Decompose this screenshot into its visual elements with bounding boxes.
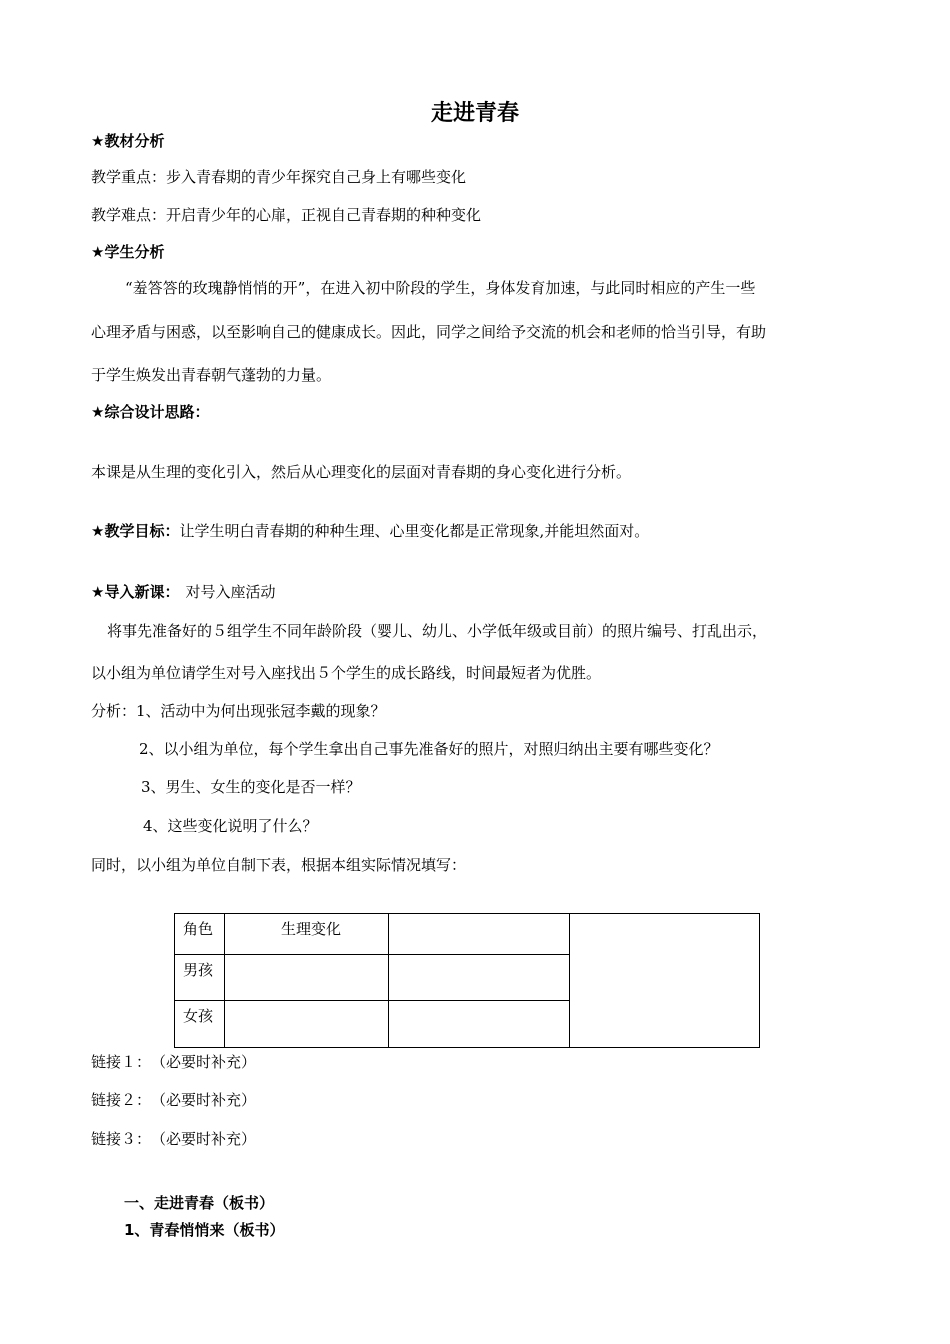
intro-line xyxy=(91,581,275,602)
table-intro-text: 同时，以小组为单位自制下表，根据本组实际情况填写： xyxy=(91,856,467,874)
key-point-text: 教学重点：步入青春期的青少年探究自己身上有哪些变化 xyxy=(91,168,467,186)
link-2: 链接２： （必要时补充） xyxy=(91,1091,257,1109)
objective-heading: ★教学目标： xyxy=(91,522,180,540)
intro-line-2: 以小组为单位请学生对号入座找出５个学生的成长路线，时间最短者为优胜。 xyxy=(91,664,602,682)
objective-text: 让学生明白青春期的种种生理、心里变化都是正常现象,并能坦然面对。 xyxy=(179,522,650,540)
changes-table xyxy=(174,913,760,1048)
link-3: 链接３： （必要时补充） xyxy=(91,1130,257,1148)
board-heading-2: 1、青春悄悄来（板书） xyxy=(124,1221,285,1239)
table-row-boy: 男孩 xyxy=(175,955,225,1001)
table-cell xyxy=(389,955,570,1001)
analysis-question-2: 2、以小组为单位，每个学生拿出自己事先准备好的照片，对照归纳出主要有哪些变化？ xyxy=(139,740,719,758)
intro-text: 对号入座活动 xyxy=(185,583,276,601)
table-row-girl: 女孩 xyxy=(175,1001,225,1048)
analysis-question-3: 3、男生、女生的变化是否一样？ xyxy=(141,778,361,796)
table-cell xyxy=(225,955,389,1001)
difficulty-text: 教学难点：开启青少年的心扉，正视自己青春期的种种变化 xyxy=(91,206,482,224)
objective-line xyxy=(91,520,649,541)
intro-line-1: 将事先准备好的５组学生不同年龄阶段（婴儿、幼儿、小学低年级或目前）的照片编号、打乱出示， xyxy=(107,622,768,640)
table-cell xyxy=(225,1001,389,1048)
student-analysis-heading: ★学生分析 xyxy=(91,243,165,261)
design-heading: ★综合设计思路： xyxy=(91,403,210,421)
table-header-empty xyxy=(389,914,570,955)
page-title: 走进青春 xyxy=(430,101,519,126)
student-analysis-line-3: 于学生焕发出青春朝气蓬勃的力量。 xyxy=(91,366,332,384)
student-analysis-line-1: “羞答答的玫瑰静悄悄的开”，在进入初中阶段的学生，身体发育加速，与此同时相应的产生一些 xyxy=(125,279,756,297)
intro-heading: ★导入新课： xyxy=(91,583,180,601)
material-analysis-heading: ★教材分析 xyxy=(91,132,165,150)
table-cell xyxy=(389,1001,570,1048)
link-1: 链接１： （必要时补充） xyxy=(91,1053,257,1071)
table-header-role: 角色 xyxy=(175,914,225,955)
board-heading-1: 一、走进青春（板书） xyxy=(124,1194,275,1212)
table-header-physio: 生理变化 xyxy=(225,914,389,955)
table-merged-cell xyxy=(570,914,760,1048)
student-analysis-line-2: 心理矛盾与困惑，以至影响自己的健康成长。因此，同学之间给予交流的机会和老师的恰当引导，有助 xyxy=(91,323,767,341)
analysis-question-1: 分析：1、活动中为何出现张冠李戴的现象？ xyxy=(91,702,386,720)
design-text: 本课是从生理的变化引入，然后从心理变化的层面对青春期的身心变化进行分析。 xyxy=(91,463,632,481)
analysis-question-4: 4、这些变化说明了什么？ xyxy=(143,817,318,835)
